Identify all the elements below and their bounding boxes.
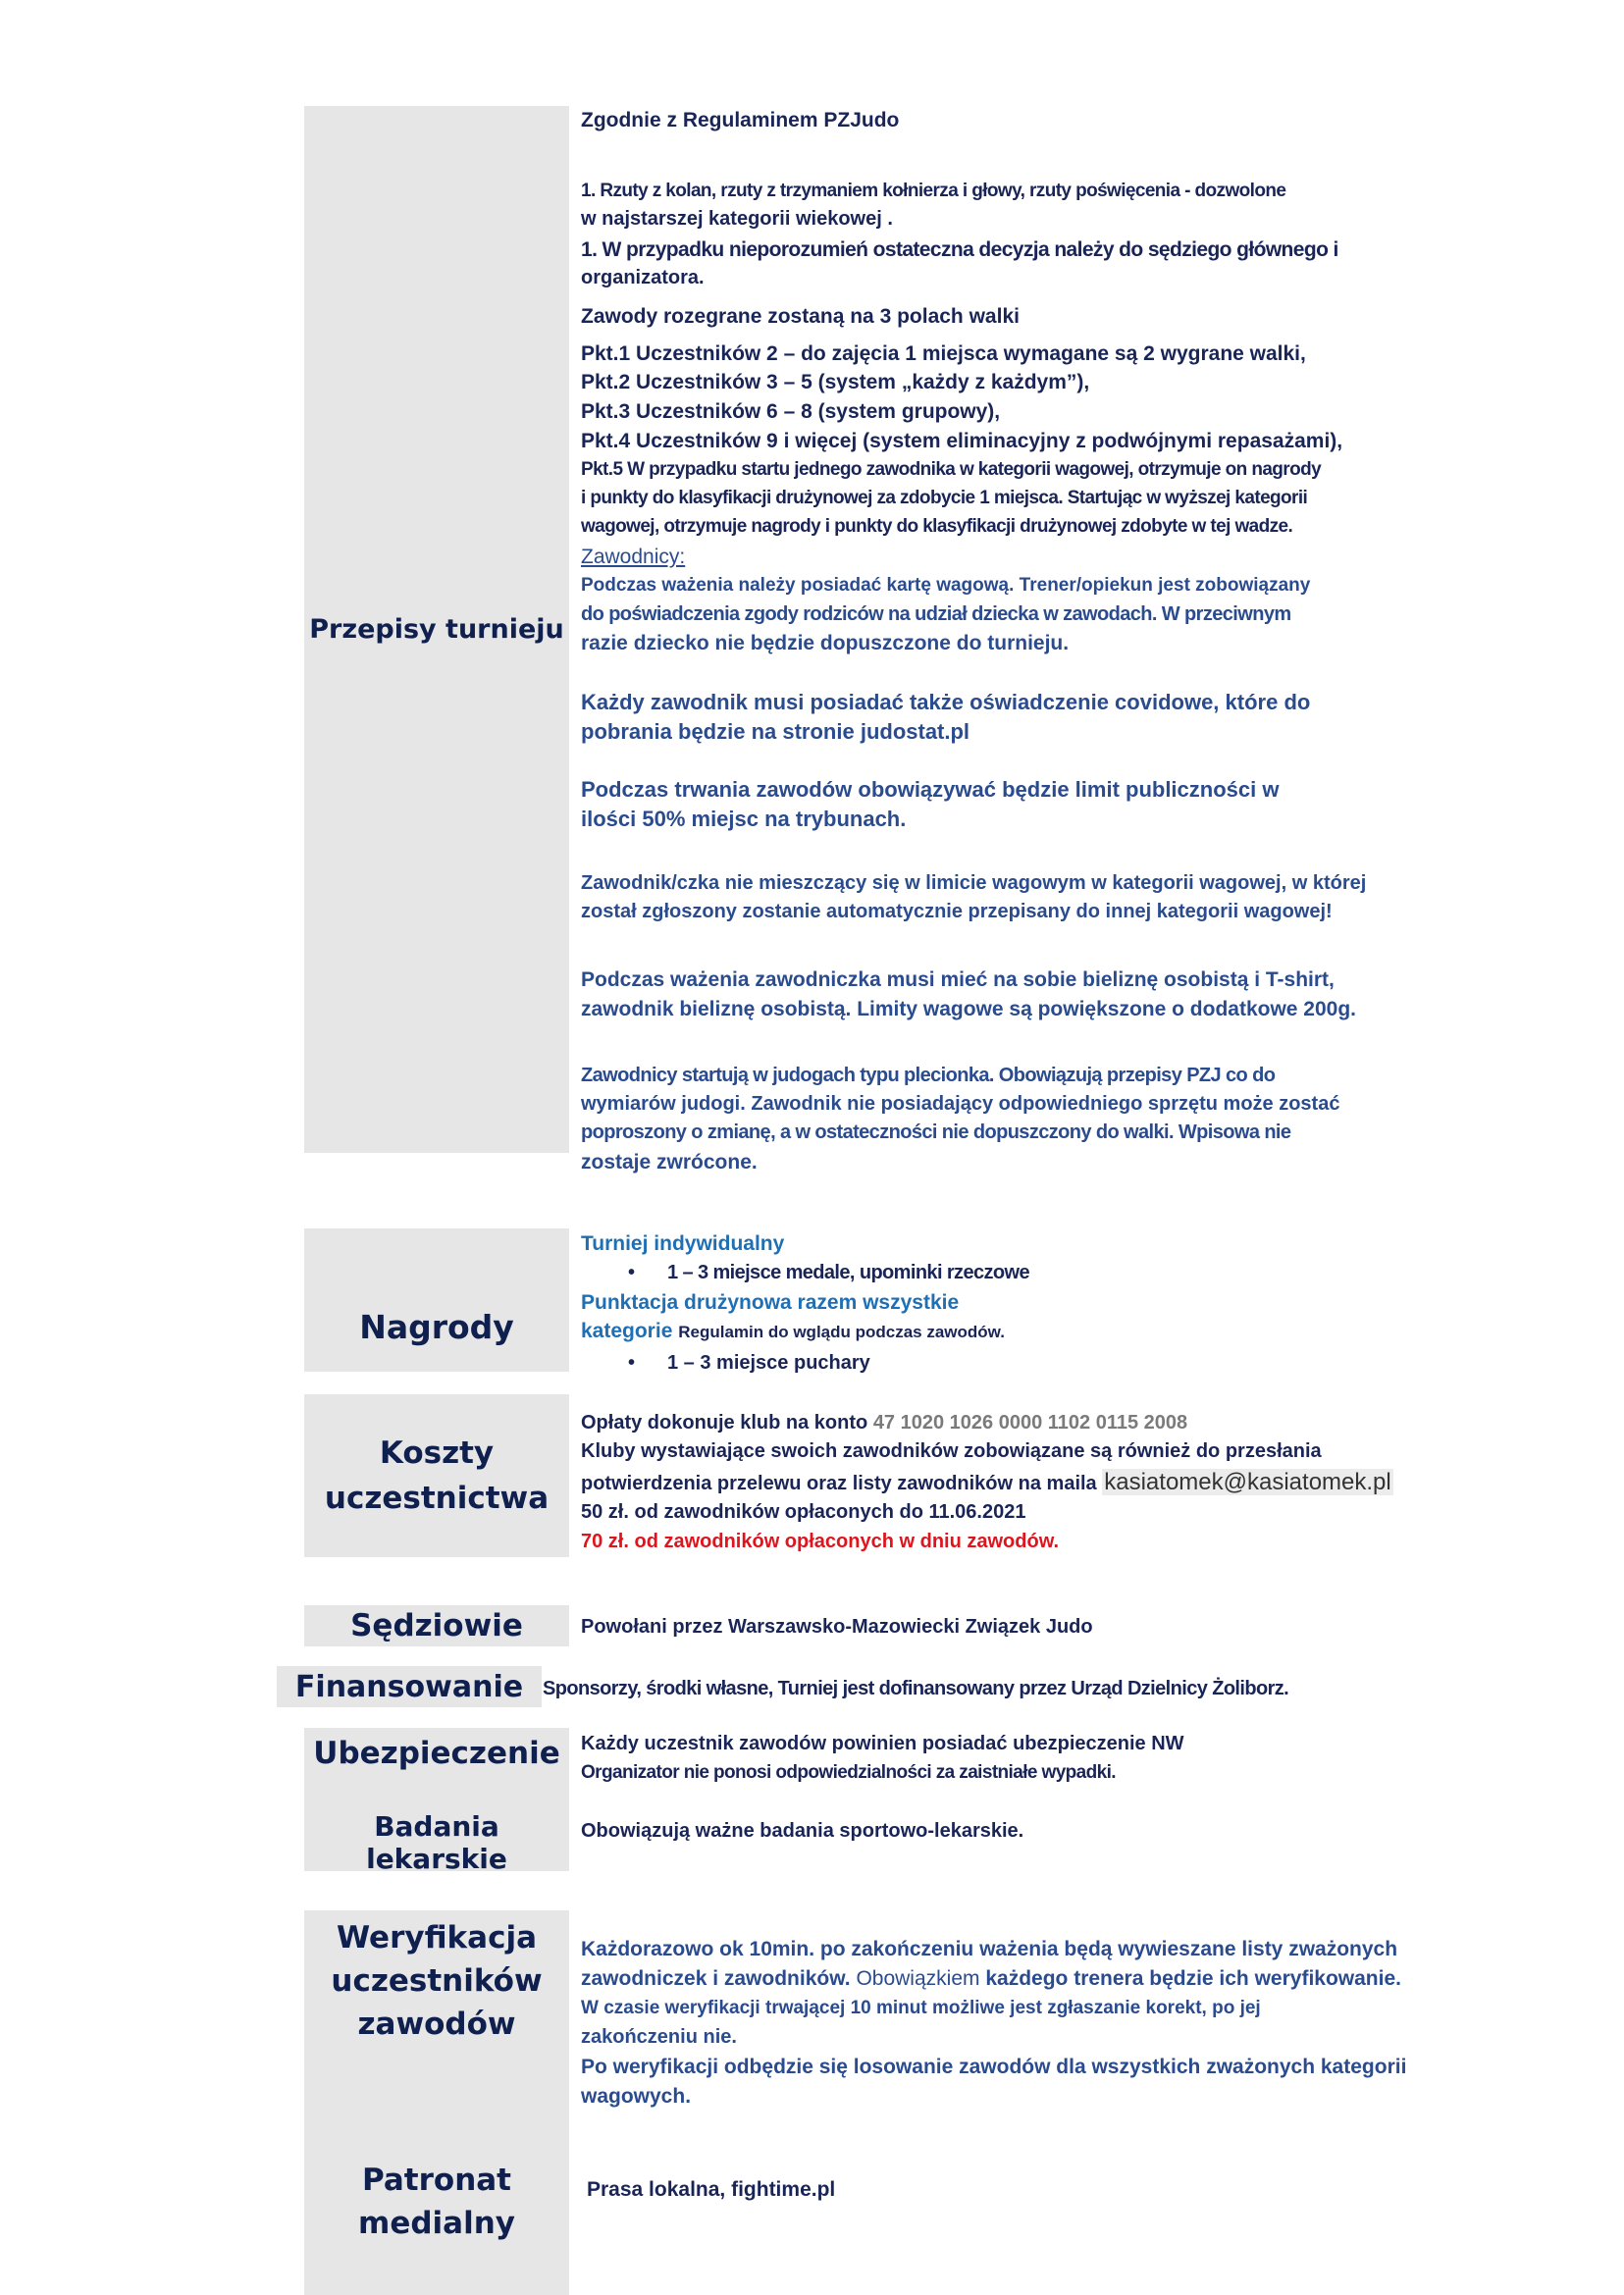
sedziowie-label: Sędziowie — [350, 1608, 523, 1643]
przepisy-line: organizatora. — [581, 267, 705, 288]
przepisy-line: Pkt.3 Uczestników 6 – 8 (system grupowy), — [581, 400, 1001, 423]
przepisy-line: 1. Rzuty z kolan, rzuty z trzymaniem kołnierza i głowy, rzuty poświęcenia - dozwolone — [581, 181, 1286, 201]
koszty-line: 50 zł. od zawodników opłaconych do 11.06.2021 — [581, 1501, 1026, 1523]
finansowanie-label: Finansowanie — [294, 1669, 524, 1704]
badania-text: Obowiązują ważne badania sportowo-lekarskie. — [581, 1820, 1024, 1842]
badania-label: Badania lekarskie — [366, 1810, 507, 1875]
nagrody-bullet-item: • 1 – 3 miejsce medale, upominki rzeczowe — [628, 1262, 1029, 1283]
bullet-icon: • — [628, 1352, 636, 1374]
nagrody-label: Nagrody — [359, 1308, 514, 1346]
weryfikacja-line: Po weryfikacji odbędzie się losowanie zawodów dla wszystkich zważonych kategorii — [581, 2056, 1407, 2078]
finansowanie-text: Sponsorzy, środki własne, Turniej jest dofinansowany przez Urząd Dzielnicy Żoliborz. — [543, 1678, 1289, 1699]
finansowanie-label-box — [277, 1666, 542, 1707]
przepisy-line: Pkt.2 Uczestników 3 – 5 (system „każdy z każdym”), — [581, 371, 1090, 393]
przepisy-line: Podczas trwania zawodów obowiązywać będzie limit publiczności w — [581, 777, 1280, 802]
weryfikacja-line: wagowych. — [581, 2085, 692, 2108]
przepisy-line: Zawody rozegrane zostaną na 3 polach walki — [581, 305, 1020, 328]
koszty-label-box — [304, 1394, 569, 1557]
przepisy-line: ilości 50% miejsc na trybunach. — [581, 807, 907, 831]
nagrody-label-box — [304, 1228, 569, 1372]
przepisy-line: zostaje zwrócone. — [581, 1151, 758, 1174]
przepisy-line: zawodnik bieliznę osobistą. Limity wagowe są powiększone o dodatkowe 200g. — [581, 998, 1357, 1020]
bullet-icon: • — [628, 1262, 635, 1283]
nagrody-bullet-item: • 1 – 3 miejsce puchary — [628, 1352, 870, 1374]
koszty-line: Opłaty dokonuje klub na konto 47 1020 1026 0000 1102 0115 2008 — [581, 1412, 1188, 1434]
przepisy-line: 1. W przypadku nieporozumień ostateczna decyzja należy do sędziego głównego i — [581, 238, 1338, 261]
weryfikacja-line: zakończeniu nie. — [581, 2026, 737, 2048]
weryfikacja-label: Weryfikacja uczestników zawodów — [331, 1920, 543, 2042]
przepisy-line: został zgłoszony zostanie automatycznie przepisany do innej kategorii wagowej! — [581, 901, 1333, 922]
przepisy-line: razie dziecko nie będzie dopuszczone do turnieju. — [581, 632, 1070, 654]
przepisy-line: Zawodnik/czka nie mieszczący się w limicie wagowym w kategorii wagowej, w której — [581, 872, 1367, 894]
zawodnicy-heading: Zawodnicy: — [581, 546, 686, 568]
sedziowie-text: Powołani przez Warszawsko-Mazowiecki Związek Judo — [581, 1616, 1093, 1638]
nagrody-line: Turniej indywidualny — [581, 1232, 785, 1255]
email-link[interactable]: kasiatomek@kasiatomek.pl — [1104, 1469, 1391, 1495]
koszty-late-fee: 70 zł. od zawodników opłaconych w dniu zawodów. — [581, 1531, 1060, 1552]
koszty-label-1: Koszty — [379, 1435, 495, 1471]
przepisy-label: Przepisy turnieju — [309, 614, 564, 645]
przepisy-line: Podczas ważenia zawodniczka musi mieć na sobie bieliznę osobistą i T-shirt, — [581, 968, 1335, 991]
ubezpieczenie-line-2: Organizator nie ponosi odpowiedzialności za zaistniałe wypadki. — [581, 1762, 1116, 1783]
przepisy-line: Pkt.1 Uczestników 2 – do zajęcia 1 miejsca wymagane są 2 wygrane walki, — [581, 342, 1306, 365]
przepisy-line: w najstarszej kategorii wiekowej . — [581, 208, 893, 230]
przepisy-line: wymiarów judogi. Zawodnik nie posiadający odpowiedniego sprzętu może zostać — [581, 1093, 1340, 1115]
koszty-line: potwierdzenia przelewu oraz listy zawodników na maila kasiatomek@kasiatomek.pl — [581, 1469, 1391, 1495]
weryfikacja-line: W czasie weryfikacji trwającej 10 minut możliwe jest zgłaszanie korekt, po jej — [581, 1998, 1261, 2018]
account-number: 47 1020 1026 0000 1102 0115 2008 — [872, 1412, 1188, 1434]
przepisy-line: pobrania będzie na stronie judostat.pl — [581, 719, 970, 744]
weryfikacja-line: zawodniczek i zawodników. Obowiązkiem każdego trenera będzie ich weryfikowanie. — [581, 1967, 1401, 1990]
przepisy-line: Zgodnie z Regulaminem PZJudo — [581, 109, 900, 131]
przepisy-line: Każdy zawodnik musi posiadać także oświadczenie covidowe, które do — [581, 690, 1311, 714]
ubezpieczenie-line-1: Każdy uczestnik zawodów powinien posiadać ubezpieczenie NW — [581, 1733, 1184, 1754]
przepisy-line: do poświadczenia zgody rodziców na udział dziecka w zawodach. W przeciwnym — [581, 603, 1291, 625]
przepisy-line: Zawodnicy startują w judogach typu plecionka. Obowiązują przepisy PZJ co do — [581, 1065, 1276, 1086]
patronat-text: Prasa lokalna, fightime.pl — [587, 2178, 836, 2201]
koszty-label-2: uczestnictwa — [324, 1481, 550, 1516]
sedziowie-label-box — [304, 1605, 569, 1646]
przepisy-line: i punkty do klasyfikacji drużynowej za zdobycie 1 miejsca. Startując w wyższej kategorii — [581, 488, 1308, 508]
ubezpieczenie-label: Ubezpieczenie — [313, 1736, 560, 1771]
przepisy-line: poproszony o zmianę, a w ostateczności nie dopuszczony do walki. Wpisowa nie — [581, 1121, 1291, 1143]
przepisy-line: Pkt.5 W przypadku startu jednego zawodnika w kategorii wagowej, otrzymuje on nagrody — [581, 459, 1322, 480]
nagrody-line: Punktacja drużynowa razem wszystkie — [581, 1291, 960, 1314]
przepisy-label-box — [304, 106, 569, 1153]
koszty-line: Kluby wystawiające swoich zawodników zobowiązane są również do przesłania — [581, 1440, 1322, 1462]
nagrody-line: kategorie Regulamin do wglądu podczas zawodów. — [581, 1320, 1005, 1342]
przepisy-line: Podczas ważenia należy posiadać kartę wagową. Trener/opiekun jest zobowiązany — [581, 575, 1311, 596]
patronat-label: Patronat medialny — [358, 2163, 515, 2241]
przepisy-line: Pkt.4 Uczestników 9 i więcej (system eliminacyjny z podwójnymi repasażami), — [581, 430, 1343, 452]
weryfikacja-line: Każdorazowo ok 10min. po zakończeniu ważenia będą wywieszane listy zważonych — [581, 1938, 1398, 1960]
przepisy-line: wagowej, otrzymuje nagrody i punkty do klasyfikacji drużynowej zdobyte w tej wadze. — [581, 516, 1293, 537]
